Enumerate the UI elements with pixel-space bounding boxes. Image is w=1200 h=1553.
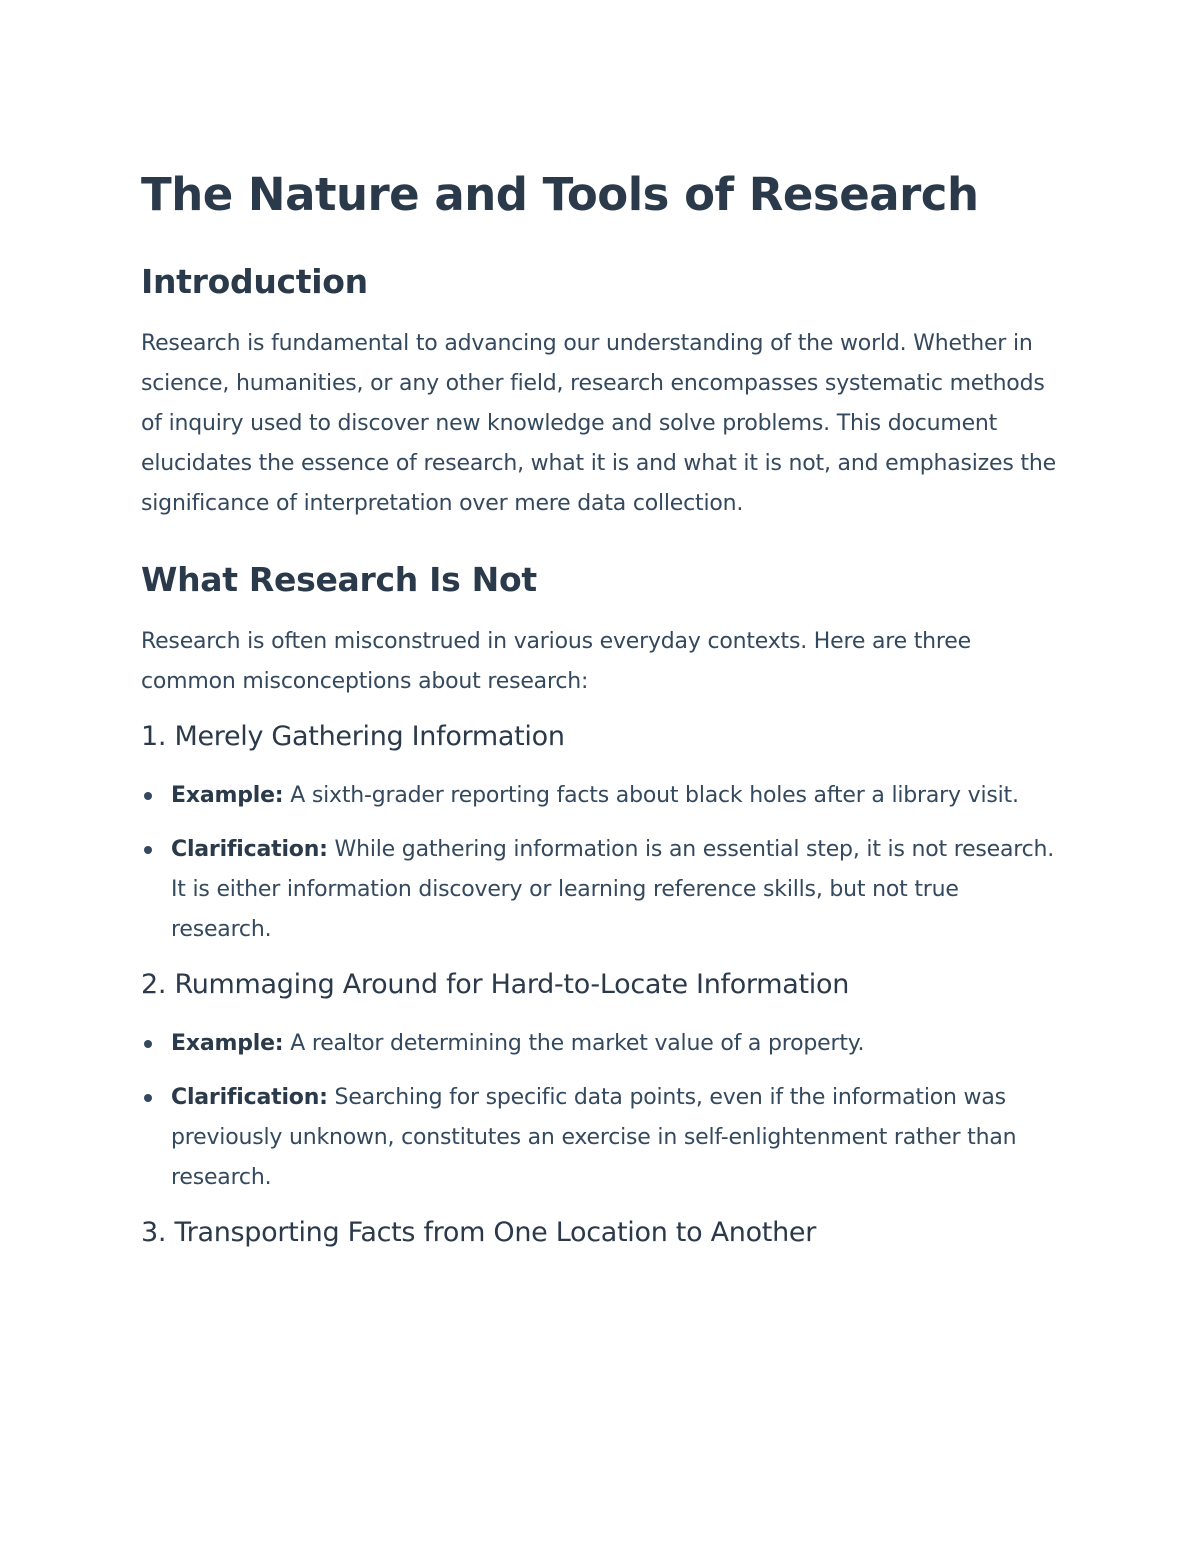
example-label: Example:: [171, 783, 284, 808]
misconception-1-heading: 1. Merely Gathering Information: [141, 721, 565, 752]
not-section-paragraph: Research is often misconstrued in various everyday contexts. Here are three common misconceptions about research:: [141, 629, 971, 694]
intro-paragraph: Research is fundamental to advancing our understanding of the world. Whether in science, humanities, or any other field, research encompasses systematic methods of inquiry used to discover new knowledge and solve problems. This document elucidates the essence of research, what it is and what it is not, and emphasizes the significance of interpretation over mere data collection.: [141, 331, 1056, 516]
clarification-label: Clarification:: [171, 1085, 328, 1110]
misconception-3-heading: 3. Transporting Facts from One Location to Another: [141, 1217, 817, 1248]
document-page: [141, 166, 1061, 1252]
bullet-icon: [144, 1094, 152, 1102]
misconception-2-list: [141, 1024, 1061, 1198]
example-text: A sixth-grader reporting facts about black holes after a library visit.: [283, 783, 1019, 808]
bullet-icon: [144, 846, 152, 854]
intro-heading: Introduction: [141, 262, 368, 301]
not-section-heading: What Research Is Not: [141, 560, 537, 599]
list-item: [141, 1078, 1061, 1198]
bullet-icon: [144, 792, 152, 800]
clarification-label: Clarification:: [171, 837, 328, 862]
list-item: [141, 1024, 1061, 1064]
bullet-icon: [144, 1040, 152, 1048]
clarification-text: Searching for specific data points, even if the information was previously unknown, constitutes an exercise in self-enlightenment rather than research.: [171, 1085, 1017, 1190]
document-title: The Nature and Tools of Research: [141, 168, 979, 221]
clarification-text: While gathering information is an essential step, it is not research. It is either information discovery or learning reference skills, but not true research.: [171, 837, 1055, 942]
misconception-2-heading: 2. Rummaging Around for Hard-to-Locate Information: [141, 969, 850, 1000]
list-item: [141, 830, 1061, 950]
misconception-1-list: [141, 776, 1061, 950]
list-item: [141, 776, 1061, 816]
example-label: Example:: [171, 1031, 284, 1056]
example-text: A realtor determining the market value of a property.: [283, 1031, 865, 1056]
